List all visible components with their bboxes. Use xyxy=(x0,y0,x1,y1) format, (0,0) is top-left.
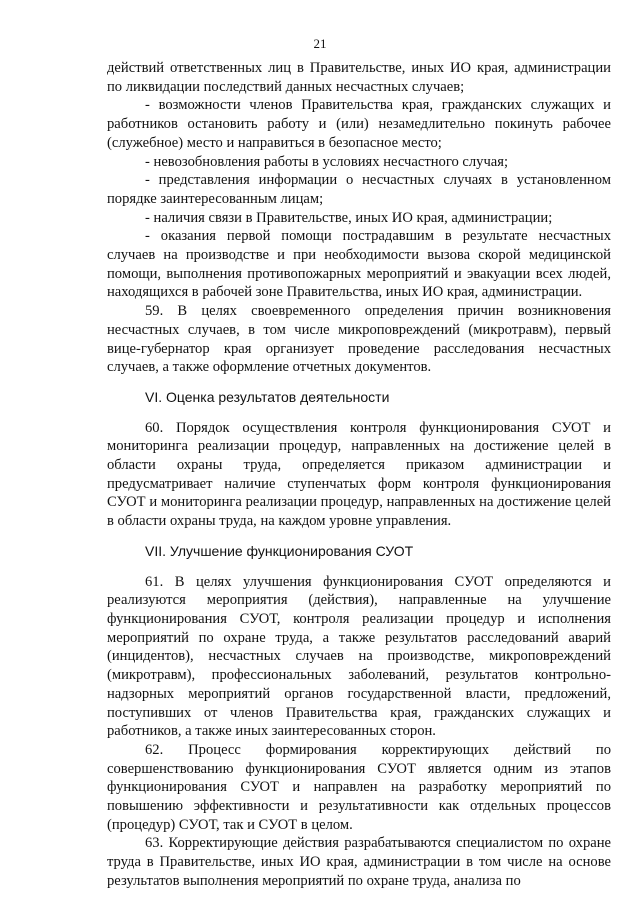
list-item: - наличия связи в Правительстве, иных ИО края, администрации; xyxy=(145,209,553,226)
paragraph-63: 63. Корректирующие действия разрабатываются специалистом по охране труда в Правительстве, иных ИО края, администрации в том числе на основе результатов выполнения мероприятий по охране труда, анализа по xyxy=(107,835,611,889)
paragraph-continuation: действий ответственных лиц в Правительстве, иных ИО края, администрации по ликвидации последствий данных несчастных случаев; xyxy=(107,60,611,95)
paragraph-60: 60. Порядок осуществления контроля функционирования СУОТ и мониторинга реализации процедур, направленных на достижение целей в области охраны труда, определяется приказом администрации и предусматривает наличие ступенчатых форм контроля функционирования СУОТ и мониторинга реализации процедур, направленных на достижение целей в области охраны труда, на каждом уровне управления. xyxy=(107,419,611,530)
paragraph-62: 62. Процесс формирования корректирующих действий по совершенствованию функционирования СУОТ является одним из этапов функционирования СУОТ и направлен на разработку мероприятий по повышению эффективности и результативности как отдельных процессов (процедур) СУОТ, так и СУОТ в целом. xyxy=(107,741,611,833)
document-body xyxy=(107,59,611,891)
list-item: - оказания первой помощи пострадавшим в результате несчастных случаев на производстве и при необходимости вызова скорой медицинской помощи, выполнения противопожарных мероприятий и эвакуации всех людей, находящихся в рабочей зоне Правительства, иных ИО края, администрации. xyxy=(107,228,611,301)
paragraph-61: 61. В целях улучшения функционирования СУОТ определяются и реализуются мероприятия (действия), направленные на улучшение функционирования СУОТ, контроля реализации процедур и исполнения мероприятий по охране труда, а также результатов расследований аварий (инцидентов), несчастных случаев на производстве, микроповреждений (микротравм), профессиональных заболеваний, результатов контрольно-надзорных мероприятий органов государственной власти, предложений, поступивших от членов Правительства края, гражданских служащих и работников, а также иных заинтересованных сторон. xyxy=(107,573,611,740)
section-heading-vi: VI. Оценка результатов деятельности xyxy=(145,388,390,405)
paragraph-59: 59. В целях своевременного определения причин возникновения несчастных случаев, в том числе микроповреждений (микротравм), первый вице-губернатор края организует проведение расследования несчастных случаев, а также оформление отчетных документов. xyxy=(107,303,611,376)
page-number: 21 xyxy=(313,36,327,51)
list-item: - невозобновления работы в условиях несчастного случая; xyxy=(145,153,509,170)
list-item: - представления информации о несчастных случаях в установленном порядке заинтересованным лицам; xyxy=(107,172,611,207)
section-heading-vii: VII. Улучшение функционирования СУОТ xyxy=(145,542,414,559)
list-item: - возможности членов Правительства края, гражданских служащих и работников остановить работу и (или) незамедлительно покинуть рабочее (служебное) место и направиться в безопасное место; xyxy=(107,97,611,151)
